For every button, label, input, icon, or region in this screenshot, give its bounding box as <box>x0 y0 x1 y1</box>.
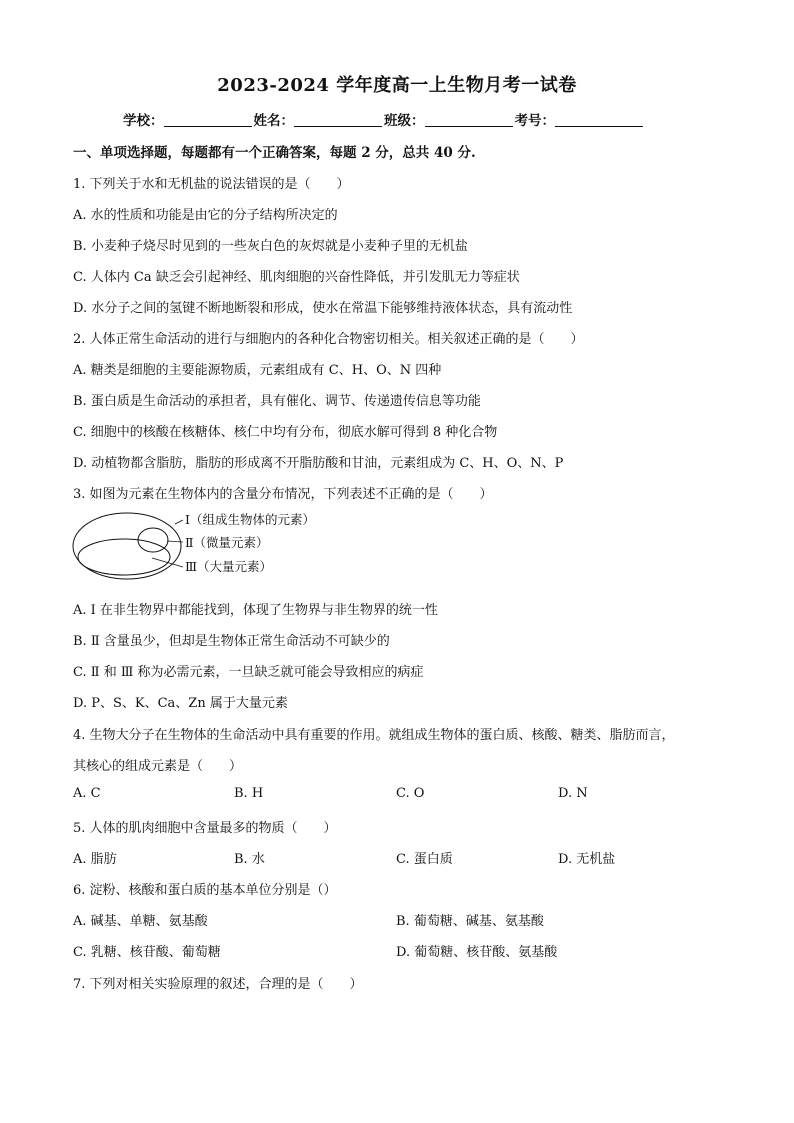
student-info-row <box>123 109 645 129</box>
label-elements: Ⅰ（组成生物体的元素） <box>185 512 315 527</box>
q1-option-b[interactable]: B. 小麦种子烧尽时见到的一些灰白色的灰烬就是小麦种子里的无机盐 <box>73 239 468 254</box>
q4-option-b[interactable]: B. H <box>234 786 264 801</box>
class-label: 班级： <box>384 113 425 129</box>
q4-option-a[interactable]: A. C <box>73 786 101 801</box>
leader-line-1 <box>175 520 183 524</box>
section-heading: 一、单项选择题，每题都有一个正确答案，每题 2 分，总共 40 分. <box>73 145 476 161</box>
q2-stem: 2. 人体正常生命活动的进行与细胞内的各种化合物密切相关。相关叙述正确的是（ ） <box>73 332 584 347</box>
class-blank[interactable] <box>425 112 513 127</box>
q2-option-a[interactable]: A. 糖类是细胞的主要能源物质，元素组成有 C、H、O、N 四种 <box>73 363 442 378</box>
q5-option-a[interactable]: A. 脂肪 <box>73 852 117 867</box>
q5-stem: 5. 人体的肌肉细胞中含量最多的物质（ ） <box>73 821 337 836</box>
leader-line-3 <box>152 558 183 567</box>
inner-ellipse <box>78 539 170 575</box>
label-major-elements: Ⅲ（大量元素） <box>185 559 273 574</box>
q3-option-d[interactable]: D. P、S、K、Ca、Zn 属于大量元素 <box>73 696 288 711</box>
q6-option-d[interactable]: D. 葡萄糖、核苷酸、氨基酸 <box>396 945 558 960</box>
element-distribution-diagram <box>70 508 370 586</box>
q3-stem: 3. 如图为元素在生物体内的含量分布情况，下列表述不正确的是（ ） <box>73 487 493 502</box>
q3-option-b[interactable]: B. Ⅱ 含量虽少，但却是生物体正常生命活动不可缺少的 <box>73 634 390 649</box>
q6-option-b[interactable]: B. 葡萄糖、碱基、氨基酸 <box>396 914 544 929</box>
q3-option-c[interactable]: C. Ⅱ 和 Ⅲ 称为必需元素，一旦缺乏就可能会导致相应的病症 <box>73 665 424 680</box>
q3-option-a[interactable]: A. Ⅰ 在非生物界中都能找到，体现了生物界与非生物界的统一性 <box>73 603 438 618</box>
name-blank[interactable] <box>294 112 382 127</box>
q1-stem: 1. 下列关于水和无机盐的说法错误的是（ ） <box>73 177 350 192</box>
q4-option-c[interactable]: C. O <box>396 786 425 801</box>
q1-option-c[interactable]: C. 人体内 Ca 缺乏会引起神经、肌肉细胞的兴奋性降低，并引发肌无力等症状 <box>73 270 520 285</box>
q5-option-d[interactable]: D. 无机盐 <box>558 852 616 867</box>
q2-option-b[interactable]: B. 蛋白质是生命活动的承担者，具有催化、调节、传递遗传信息等功能 <box>73 394 481 409</box>
q4-stem-line2: 其核心的组成元素是（ ） <box>73 759 243 774</box>
q5-option-b[interactable]: B. 水 <box>234 852 265 867</box>
q2-option-c[interactable]: C. 细胞中的核酸在核糖体、核仁中均有分布，彻底水解可得到 8 种化合物 <box>73 425 498 440</box>
school-label: 学校： <box>123 113 164 129</box>
school-blank[interactable] <box>164 112 252 127</box>
q2-option-d[interactable]: D. 动植物都含脂肪，脂肪的形成离不开脂肪酸和甘油，元素组成为 C、H、O、N、P <box>73 456 564 471</box>
q1-option-d[interactable]: D. 水分子之间的氢键不断地断裂和形成，使水在常温下能够维持液体状态，具有流动性 <box>73 301 573 316</box>
q4-option-d[interactable]: D. N <box>558 786 588 801</box>
q4-stem-line1: 4. 生物大分子在生物体的生命活动中具有重要的作用。就组成生物体的蛋白质、核酸、糖类、脂肪而言， <box>73 728 675 743</box>
q5-option-c[interactable]: C. 蛋白质 <box>396 852 453 867</box>
page-title: 2023-2024 学年度高一上生物月考一试卷 <box>217 75 577 96</box>
label-trace-elements: Ⅱ（微量元素） <box>185 535 269 550</box>
q6-stem: 6. 淀粉、核酸和蛋白质的基本单位分别是（） <box>73 883 337 898</box>
name-label: 姓名： <box>253 113 294 129</box>
q7-stem: 7. 下列对相关实验原理的叙述，合理的是（ ） <box>73 977 363 992</box>
q6-option-a[interactable]: A. 碱基、单糖、氨基酸 <box>73 914 208 929</box>
q6-option-c[interactable]: C. 乳糖、核苷酸、葡萄糖 <box>73 945 221 960</box>
q1-option-a[interactable]: A. 水的性质和功能是由它的分子结构所决定的 <box>73 208 338 223</box>
number-label: 考号： <box>514 113 555 129</box>
number-blank[interactable] <box>555 112 643 127</box>
